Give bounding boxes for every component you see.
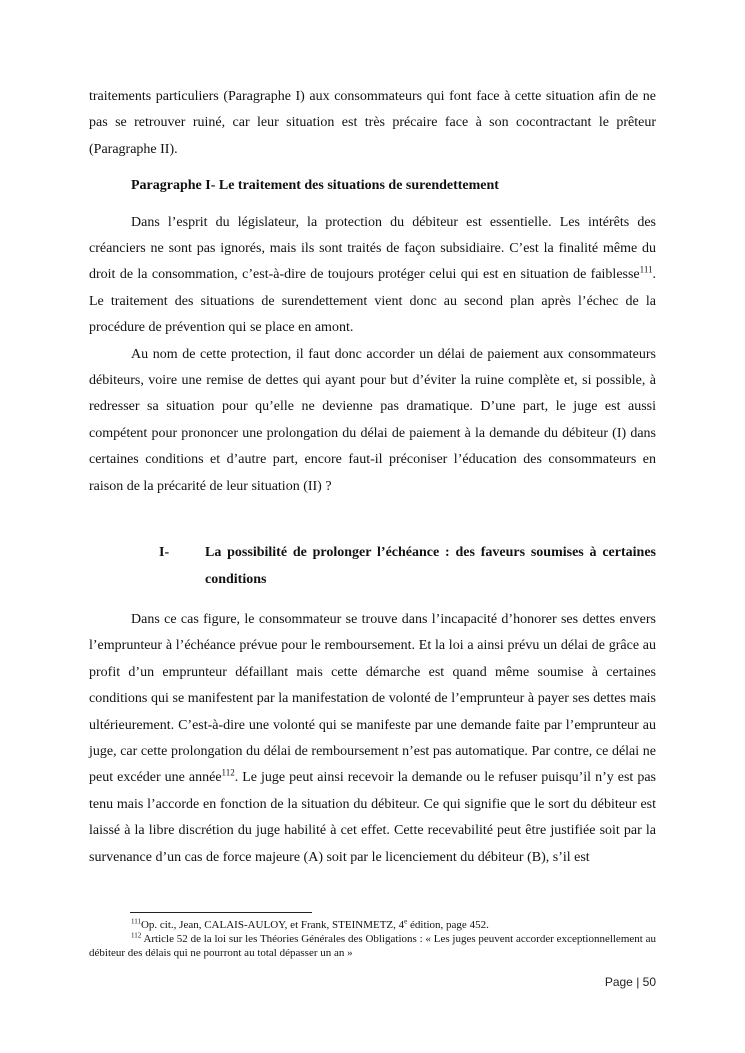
footnote-111 — [89, 918, 656, 932]
legislateur-text-b: . Le traitement des situations de surendettement vient donc au second plan après l’échec de la procédure de prévention qui se place en amont. — [89, 267, 656, 336]
footnotes — [89, 918, 656, 960]
legislateur-paragraph — [89, 210, 656, 342]
section-heading — [89, 540, 656, 593]
footnote-111-number: 111 — [131, 917, 141, 926]
footnote-separator — [130, 912, 312, 913]
section-title: La possibilité de prolonger l’échéance : des faveurs soumises à certaines conditions — [205, 545, 656, 587]
page-body — [89, 84, 656, 871]
paragraph-heading: Paragraphe I- Le traitement des situations de surendettement — [131, 178, 499, 194]
page-number: Page | 50 — [604, 975, 656, 989]
footnote-111-edition-sup: e — [404, 917, 408, 926]
footnote-111-text-a: Op. cit., Jean, CALAIS-AULOY, et Frank, STEINMETZ, 4 — [140, 919, 405, 931]
cas-figure-paragraph — [89, 607, 656, 871]
cas-text-b: . Le juge peut ainsi recevoir la demande ou le refuser puisqu’il n’y est pas tenu mais l’accorde en fonction de la situation du débiteur. Ce qui signifie que le sort du débiteur est laissé à la libre discrétion du juge habilité à cet effet. Cette recevabilité peut être justifiée soit par la survenance d’un cas de force majeure (A) soit par le licenciement du débiteur (B), s’il est — [89, 770, 657, 865]
footnote-112 — [89, 932, 656, 960]
footnote-ref-112[interactable]: 112 — [221, 767, 235, 778]
legislateur-text-a: Dans l’esprit du législateur, la protection du débiteur est essentielle. Les intérêts des créanciers ne sont pas ignorés, mais ils sont traités de façon subsidiaire. C’est la finalité même du droit de la consommation, c’est-à-dire de toujours protéger celui qui est en situation de faiblesse — [89, 214, 656, 283]
intro-paragraph: traitements particuliers (Paragraphe I) aux consommateurs qui font face à cette situation afin de ne pas se retrouver ruiné, car leur situation est très précaire face à son cocontractant le prêteur (Paragraphe II). — [89, 89, 656, 157]
footnote-111-text-b: édition, page 452. — [407, 919, 489, 931]
footnote-112-number: 112 — [131, 931, 142, 940]
section-number: I- — [159, 545, 170, 561]
footnote-ref-111[interactable]: 111 — [639, 264, 653, 275]
protection-paragraph: Au nom de cette protection, il faut donc accorder un délai de paiement aux consommateurs débiteurs, voire une remise de dettes qui ayant pour but d’éviter la ruine complète et, si possible, à redresser sa situation pour qu’elle ne devienne pas dramatique. D’une part, le juge est aussi compétent pour prononcer une prolongation du délai de paiement à la demande du débiteur (I) dans certaines conditions et d’autre part, encore faut-il préconiser l’éducation des consommateurs en raison de la précarité de leur situation (II) ? — [89, 346, 656, 494]
footnote-112-text: Article 52 de la loi sur les Théories Générales des Obligations : « Les juges peuvent accorder exceptionnellement au débiteur des délais qui ne pourront au total dépasser un an » — [89, 933, 656, 959]
cas-text-a: Dans ce cas figure, le consommateur se trouve dans l’incapacité d’honorer ses dettes envers l’emprunteur à l’échéance prévue pour le remboursement. Et la loi a ainsi prévu un délai de grâce au profit d’un emprunteur défaillant mais cette démarche est quand même soumise à certaines conditions qui se manifestent par la manifestation de volonté de l’emprunteur à payer ses dettes mais ultérieurement. C’est-à-dire une volonté qui se manifeste par une demande faite par l’emprunteur au juge, car cette prolongation du délai de remboursement n’est pas automatique. Par contre, ce délai ne peut excéder une année — [89, 611, 656, 786]
